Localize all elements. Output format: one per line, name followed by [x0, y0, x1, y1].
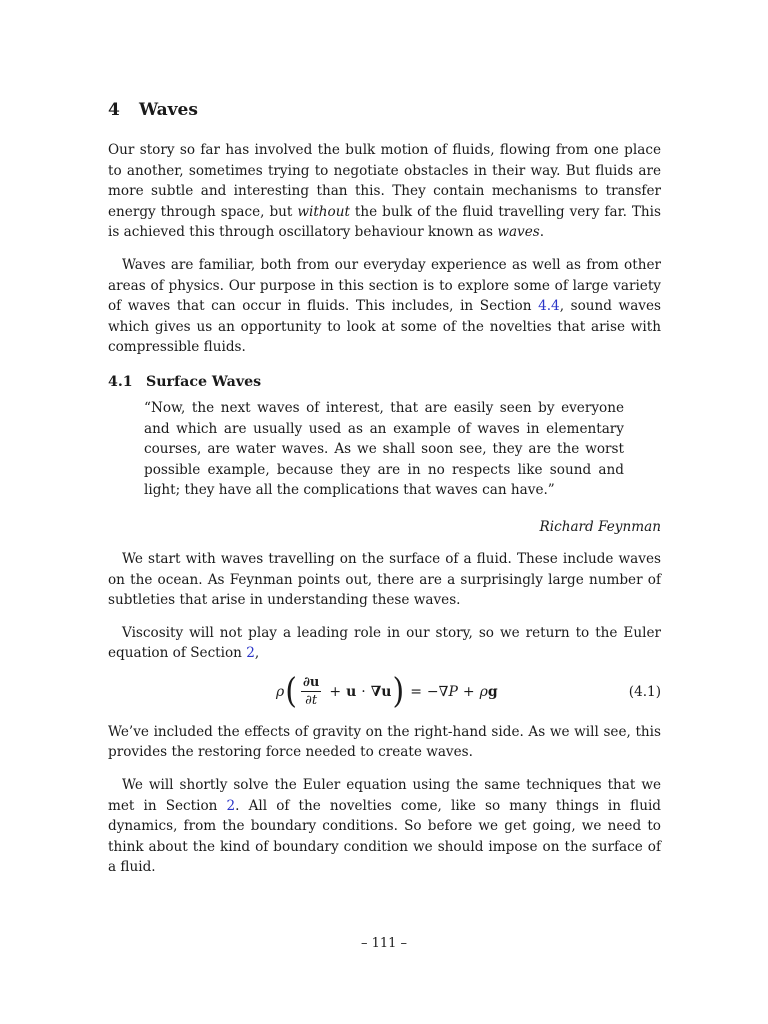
eq-dot: · — [361, 683, 366, 700]
eq-fraction-denominator: ∂t — [305, 693, 318, 709]
eq-rho: ρ — [276, 683, 285, 700]
body-paragraph-3: We’ve included the effects of gravity on the right-hand side. As we will see, this provides the restoring force needed to create waves. — [108, 723, 661, 761]
text-run: the bulk of the fluid travelling very far. This is achieved this through oscillatory behaviour known as — [108, 203, 661, 241]
eq-partial-u: ∂u — [302, 675, 320, 691]
eq-rho: ρ — [479, 683, 488, 700]
eq-grad-u: ∇u — [370, 683, 392, 700]
eq-gravity: g — [487, 683, 498, 700]
section-number: 4 — [108, 100, 120, 120]
subsection-title: Surface Waves — [146, 373, 262, 390]
text-run: . All of the novelties come, like so many things in fluid dynamics, from the boundary conditions. So before we get going, we need to think about the kind of boundary condition we should impose on the surface of a fluid. — [108, 797, 661, 876]
emphasis-text: waves — [497, 224, 540, 241]
text-run: , sound waves which gives us an opportunity to look at some of the novelties that arise with compressible fluids. — [108, 298, 661, 356]
subsection-number: 4.1 — [108, 373, 133, 390]
section-title: Waves — [139, 100, 198, 120]
section-heading — [108, 98, 661, 122]
equation-body — [276, 670, 498, 714]
section-ref-link[interactable]: 2 — [246, 645, 255, 662]
feynman-quote: “Now, the next waves of interest, that are easily seen by everyone and which are usually used as an example of waves in elementary courses, are water waves. As we shall soon see, they are the worst possible example, because they are in no respects like sound and light; they have all the complications that waves can have.” — [144, 399, 624, 499]
eq-left-paren: ( — [285, 671, 297, 712]
text-run: . — [539, 224, 545, 241]
page-number: – 111 – — [360, 936, 408, 951]
text-run: We will shortly solve the Euler equation using the same techniques that we met in Section — [108, 777, 661, 814]
eq-fraction — [301, 675, 321, 708]
eq-equals: = — [410, 683, 422, 700]
eq-minus-grad: −∇ — [426, 683, 449, 700]
section-ref-link[interactable]: 4.4 — [538, 298, 560, 315]
text-run: Viscosity will not play a leading role in our story, so we return to the Euler equation of Section — [108, 624, 661, 662]
eq-plus: + — [462, 683, 475, 700]
eq-right-paren: ) — [392, 671, 405, 712]
text-run: Waves are familiar, both from our everyday experience as well as from other areas of physics. Our purpose in this section is to explore some of large variety of waves that can occur in fluids. This includes, in Section — [108, 256, 661, 315]
text-run: Our story so far has involved the bulk motion of fluids, flowing from one place to another, sometimes trying to negotiate obstacles in their way. But fluids are more subtle and interesting than this. They contain mechanisms to transfer energy through space, but — [108, 142, 661, 220]
section-ref-link[interactable]: 2 — [226, 797, 236, 814]
body-paragraph-1: We start with waves travelling on the surface of a fluid. These include waves on the ocean. As Feynman points out, there are a surprisingly large number of subtleties that arise in understanding these waves. — [108, 550, 661, 609]
subsection-heading — [108, 372, 661, 392]
equation-number: (4.1) — [628, 683, 661, 700]
eq-pressure: P — [448, 683, 458, 700]
emphasis-text: without — [297, 203, 350, 220]
eq-fraction-numerator — [301, 675, 321, 692]
body-paragraph-4 — [108, 775, 661, 878]
intro-paragraph-1 — [108, 140, 661, 243]
body-paragraph-2 — [108, 623, 661, 664]
euler-equation — [108, 670, 661, 714]
eq-u: u — [346, 683, 357, 700]
eq-plus: + — [329, 683, 342, 700]
page-content — [108, 98, 661, 878]
intro-paragraph-2 — [108, 255, 661, 358]
quote-attribution: Richard Feynman — [539, 518, 661, 535]
text-run: , — [254, 645, 260, 662]
